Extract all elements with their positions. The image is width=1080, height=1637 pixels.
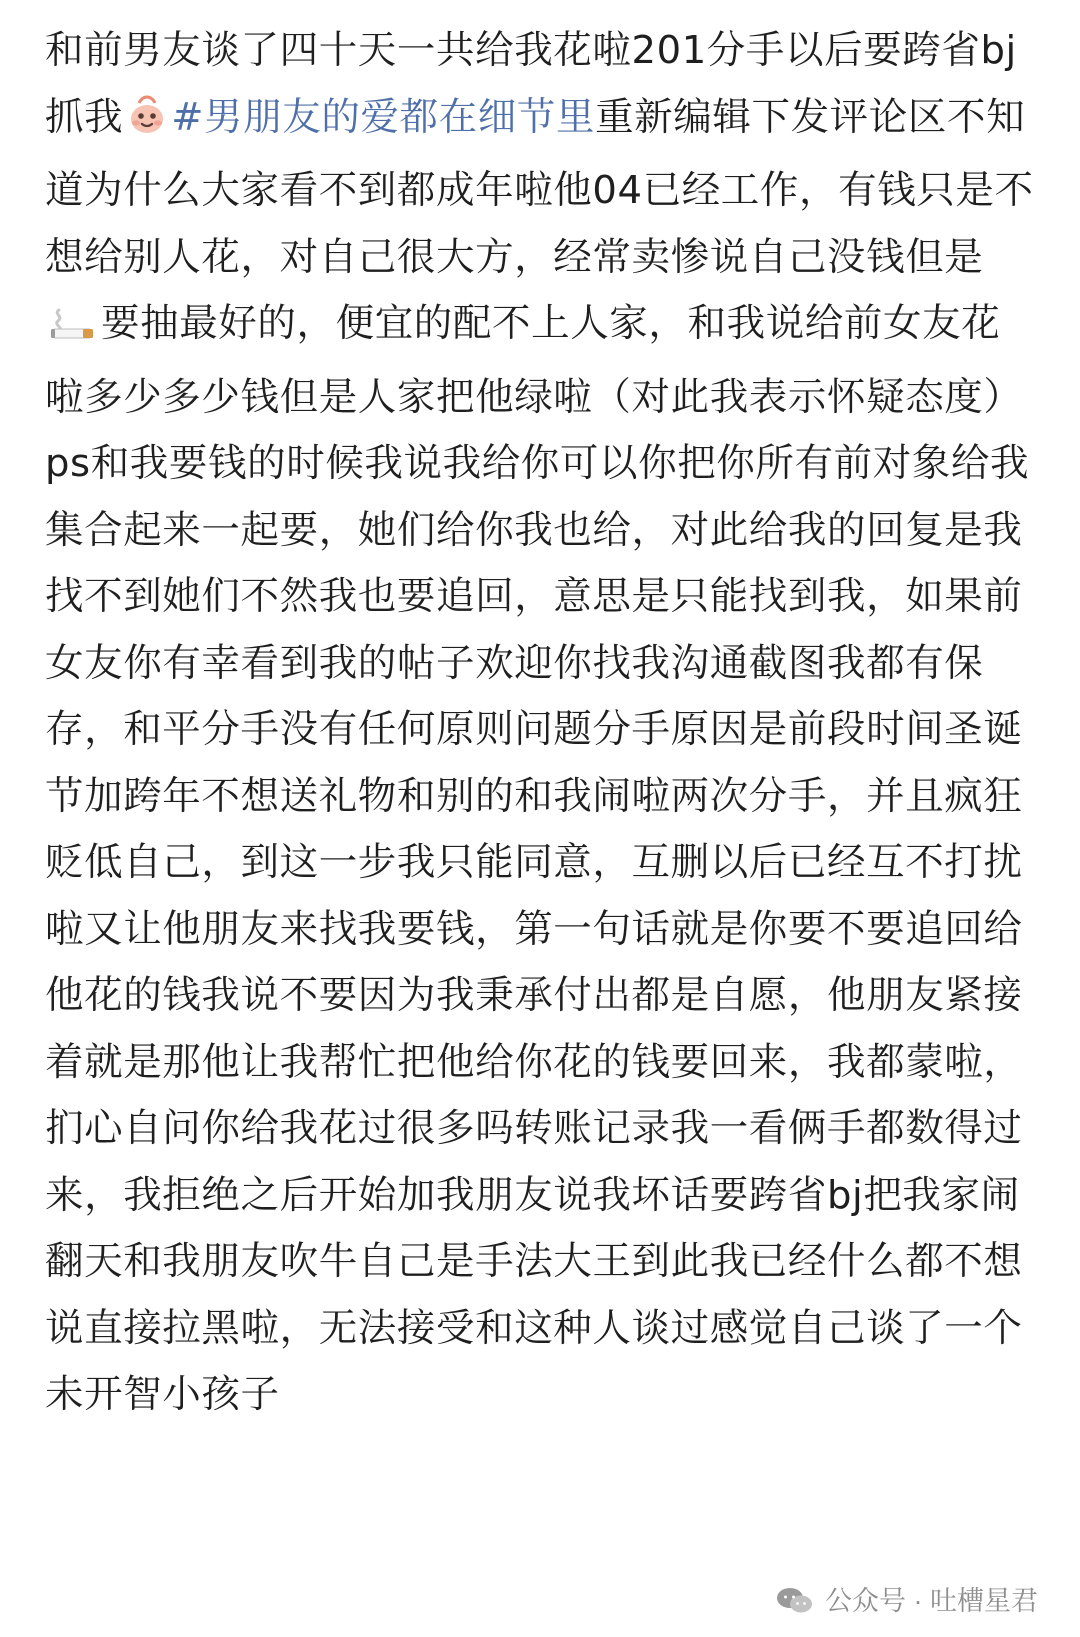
post-title-text: 和前男友谈了四十天一共给我花啦201分手以后要跨省bj抓我 <box>45 28 1017 140</box>
post-content <box>45 18 1035 1429</box>
watermark <box>775 1585 1038 1617</box>
hashtag-link[interactable]: #男朋友的爱都在细节里 <box>171 94 596 140</box>
watermark-text: 公众号 · 吐槽星君 <box>825 1585 1038 1616</box>
post-body-part-2: 要抽最好的，便宜的配不上人家，和我说给前女友花啦多少多少钱但是人家把他绿啦（对此我表示怀疑态度）ps和我要钱的时候我说我给你可以你把你所有前对象给我集合起来一起要，她们给你我也给，对此给我的回复是我找不到她们不然我也要追回，意思是只能找到我，如果前女友你有幸看到我的帖子欢迎你找我沟通截图我都有保存，和平分手没有任何原则问题分手原因是前段时间圣诞节加跨年不想送礼物和别的和我闹啦两次分手，并且疯狂贬低自己，到这一步我只能同意，互删以后已经互不打扰啦又让他朋友来找我要钱，第一句话就是你要不要追回给他花的钱我说不要因为我秉承付出都是自愿，他朋友紧接着就是那他让我帮忙把他给你花的钱要回来，我都蒙啦，扪心自问你给我花过很多吗转账记录我一看俩手都数得过来，我拒绝之后开始加我朋友说我坏话要跨省bj把我家闹翻天和我朋友吹牛自己是手法大王到此我已经什么都不想说直接拉黑啦，无法接受和这种人谈过感觉自己谈了一个未开智小孩子 <box>45 301 1030 1417</box>
face-emoji-icon <box>125 92 169 159</box>
wechat-icon <box>775 1585 815 1617</box>
cigarette-emoji-icon <box>47 298 99 365</box>
post-body-part-1: 重新编辑下发评论区不知道为什么大家看不到都成年啦他04已经工作，有钱只是不想给别人花，对自己很大方，经常卖惨说自己没钱但是 <box>45 94 1034 280</box>
